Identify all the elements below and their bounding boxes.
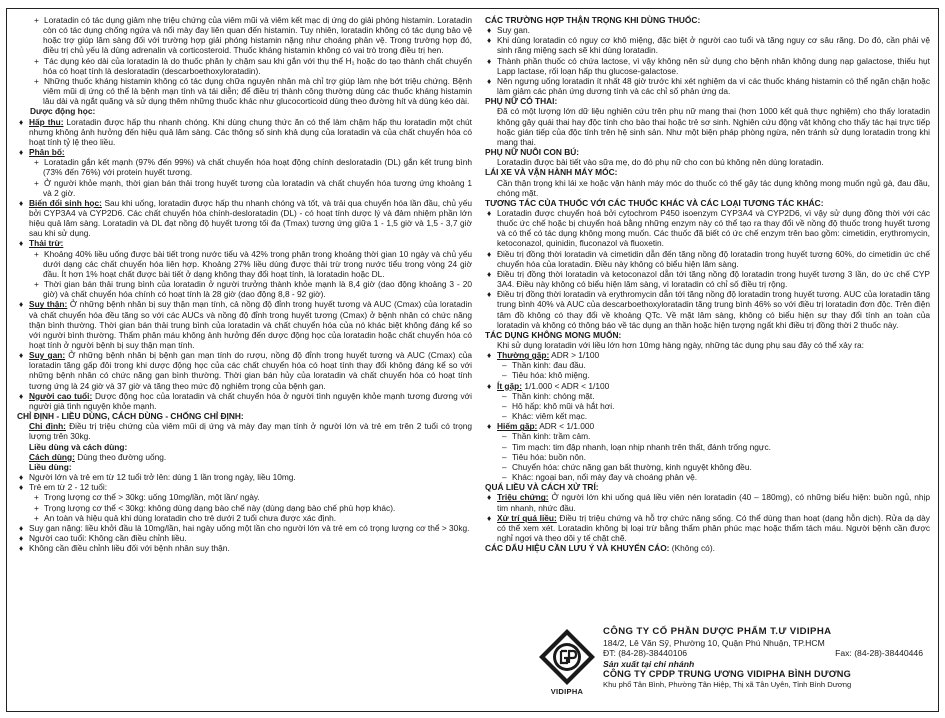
list-item: – Chuyển hóa: chức năng gan bất thường, kinh nguyệt không đều. [502,461,752,472]
list-item: ♦ Người lớn và trẻ em từ 12 tuổi trở lên: dùng 1 lần trong ngày, liều 10mg. [19,472,296,483]
hepatic-paragraph: ♦ Suy gan: Ở những bệnh nhân bị bệnh gan mạn tính do rượu, nồng độ đỉnh trong huyết tương và AUC (Cmax) của loratadin tăng gấp đôi trong khi dược động học của các chất chuyển hóa có hoạt tính thay đổi không đáng kể so với những bệnh nhân có chức năng gan bình thường. Thời gian bán hủy của loratadin và chất chuyển hóa có hoạt tính tương ứng là 24 giờ và 37 giờ và tăng theo mức độ nghiêm trọng của bệnh gan. [19,350,473,391]
overdose-heading: QUÁ LIỀU VÀ CÁCH XỬ TRÍ: [485,482,599,493]
list-item: + An toàn và hiệu quả khi dùng loratadin cho trẻ dưới 2 tuổi chưa được xác định. [34,512,337,523]
list-item: – Khác: ngoại ban, nổi mày đay và choáng phản vệ. [502,472,698,483]
list-item: ♦ Thành phần thuốc có chứa lactose, vì vậy không nên sử dụng cho bệnh nhân không dung nạp galactose, thiếu hụt Lapp lactase, rối loạn hấp thu glucose-galactose. [487,55,930,76]
list-item: + Thời gian bán thải trung bình của loratadin ở người trưởng thành khỏe mạnh là 8,4 giờ (dao động khoảng 3 - 20 giờ) và chất chuyển hóa chính có hoạt tính là 28 giờ (dao động 8,8 - 92 giờ). [34,279,472,300]
company-info [603,627,933,691]
list-item: ♦ Không cần điều chỉnh liều đối với bệnh nhân suy thận. [19,543,230,554]
dosage-heading: Liều dùng và cách dùng: [29,441,128,452]
list-item: + Tác dụng kéo dài của loratadin là do thuốc phân ly chậm sau khi gắn với thụ thể H₁ hoặc do tạo thành chất chuyển hóa có hoạt tính là desloratadin (descarboethoxyloratadin). [34,55,472,76]
list-item: + Trọng lượng cơ thể > 30kg: uống 10mg/lần, một lần/ ngày. [34,492,260,503]
renal-paragraph: ♦ Suy thận: Ở những bệnh nhân bị suy thận mạn tính, cả nồng độ đỉnh trong huyết tương và AUC (Cmax) của loratadin và chất chuyển hóa đều tăng so với các AUCs và nồng độ đỉnh trong huyết tương (Cmax) ở bệnh nhân có chức năng thận bình thường. Thời gian bán thải trung bình của loratadin và chất chuyển hóa của nó khác biệt không đáng kể so với người bình thường. Thẩm phân máu không ảnh hưởng đến dược động học của loratadin hoặc chất chuyển hóa có hoạt tính ở người bệnh bị suy thận mạn tính. [19,299,473,350]
list-item: – Thần kinh: trầm cảm. [502,431,591,442]
right-column [485,15,930,553]
list-item: ♦ Điều trị đồng thời loratadin và ketoconazol dẫn tới tăng nồng độ loratadin trong huyết tương 3 lần, do ức chế CYP 3A4. Điều này không có biểu hiện lâm sàng, vì loratadin có chỉ số điều trị rộng. [487,268,930,290]
warnings-line: CÁC DẤU HIỆU CẦN LƯU Ý VÀ KHUYẾN CÁO: (Không có). [485,543,715,554]
list-item: ♦ Người cao tuổi: Không cần điều chỉnh liều. [19,532,187,543]
pregnancy-paragraph: Đã có một lượng lớn dữ liệu nghiên cứu trên phụ nữ mang thai (hơn 1000 kết quả thực nghiệm) cho thấy loratadin không gây quái thai hay độc tính cho bào thai hoặc trẻ sơ sinh. Nghiên cứu động vật không cho thấy tác hại trực tiếp hoặc gián tiếp của độc tính trên hệ sinh sản. Như một biện pháp phòng ngừa, nên tránh sử dụng loratadin trong khi mang thai. [497,106,930,147]
list-item: + Loratadin gắn kết mạnh (97% đến 99%) và chất chuyển hóa hoạt động chính desloratadin (DL) gắn kết trung bình (73% đến 76%) với protein huyết tương. [34,157,472,178]
company-phone: ĐT: (84-28)-38440106 [603,648,688,659]
list-item: – Thần kinh: chóng mặt. [502,390,595,401]
list-item: ♦ Điều trị đồng thời loratadin và cimetidin dẫn đến tăng nồng độ loratadin trong huyết tương 60%, do cimetidin ức chế chuyển hóa của loratadin. Điều này không có biểu hiện lâm sàng. [487,248,930,269]
list-item: ♦ Suy gan nặng: liều khởi đầu là 10mg/lần, hai ngày uống một lần cho người lớn và trẻ em có trọng lượng cơ thể > 30kg. [19,522,470,533]
list-item: ♦ Trẻ em từ 2 - 12 tuổi: [19,482,108,493]
elderly-paragraph: ♦ Người cao tuổi: Dược động học của loratadin và chất chuyển hóa ở người tình nguyện khỏe mạnh tương đương với người già tình nguyện khỏe mạnh. [19,390,473,411]
indication-paragraph: Chỉ định: Điều trị triệu chứng của viêm mũi dị ứng và mày đay mạn tính ở người lớn và trẻ em trên 2 tuổi có trọng lượng trên 30kg. [29,421,472,442]
driving-paragraph: Cần thận trọng khi lái xe hoặc vận hành máy móc do thuốc có thể gây tác dụng không mong muốn ngủ gà, đau đầu, chóng mặt. [497,177,930,198]
list-item: ♦ Suy gan. [487,25,530,36]
leaflet-sheet [6,8,939,712]
driving-heading: LÁI XE VÀ VẬN HÀNH MÁY MÓC: [485,167,618,178]
branch-address: Khu phố Tân Bình, Phường Tân Hiệp, Thị xã Tân Uyên, Tỉnh Bình Dương [603,679,852,689]
list-item: + Những thuốc kháng histamin không có tác dụng chữa nguyên nhân mà chỉ trợ giúp làm nhẹ bớt triệu chứng. Bệnh viêm mũi dị ứng có thể là bệnh mạn tính và tái diễn; để điều trị thành công thường dùng các thuốc kháng histamin lâu dài và ngắt quãng và sử dụng thêm những thuốc khác như glucocorticoid dùng theo đường hít và dùng kéo dài. [34,75,472,107]
metabolism-paragraph: ♦ Biến đổi sinh học: Sau khi uống, loratadin được hấp thu nhanh chóng và tốt, và trải qua chuyển hóa lần đầu, chủ yếu bởi CYP3A4 và CYP2D6. Các chất chuyển hóa chính-desloratadin (DL) - có hoạt tính dược lý và đảm nhiệm phần lớn hiệu quả lâm sàng. Loratadin và DL đạt nồng độ huyết tương tối đa (Tmax) tương ứng giữa 1 - 1,5 giờ và 1,5 - 3,7 giờ sau khi sử dụng. [19,197,472,239]
manufacturer-block [537,627,937,707]
company-address: 184/2, Lê Văn Sỹ, Phường 10, Quận Phú Nhuận, TP.HCM [603,637,825,648]
logo-wordmark: VIDIPHA [550,687,584,696]
vidipha-logo-icon [537,627,597,687]
list-item: – Khác: viêm kết mạc. [502,411,588,422]
list-item: – Tiêu hóa: khô miệng. [502,370,590,381]
adverse-effects-heading: TÁC DỤNG KHÔNG MONG MUỐN: [485,329,622,340]
company-name: CÔNG TY CỔ PHẦN DƯỢC PHẨM T.Ư VIDIPHA [603,626,832,637]
branch-name: CÔNG TY CPDP TRUNG ƯƠNG VIDIPHA BÌNH DƯƠNG [603,669,851,680]
distribution-heading: ♦ Phân bố: [19,147,65,158]
route-paragraph: Cách dùng: Dùng theo đường uống. [29,451,167,462]
dose-label: Liều dùng: [29,461,72,472]
company-fax: Fax: (84-28)-38440446 [835,648,923,659]
elimination-heading: ♦ Thải trừ: [19,238,64,249]
made-at-label: Sản xuất tại chi nhánh [603,658,695,669]
list-item: ♦ Loratadin được chuyển hoá bởi cytochrom P450 isoenzym CYP3A4 và CYP2D6, vì vậy sử dụng đồng thời với các thuốc ức chế hoặc bị chuyển hoá bằng những enzym này có thể tạo ra thay đổi về nồng độ thuốc trong huyết tương và có thể có tác dụng không mong muốn. Các thuốc đã biết có ức chế enzym trên bao gồm: cimetidin, erythromycin, ketoconazol, quinidin, fluconazol và fluoxetin. [487,207,930,249]
list-item: ♦ Điều trị đồng thời loratadin và erythromycin dẫn tới tăng nồng độ loratadin trong huyết tương. AUC của loratadin tăng trung bình 40% và AUC của descarboethoxyloratadin tăng trung bình 46% so với điều trị loratadin đơn độc. Trên điện tâm đồ không có thay đổi về khoảng QTc. Về mặt lâm sàng, không có biểu hiện sự thay đổi tính an toàn của loratadin và không có thông báo về tác dụng an thần hoặc hiện tượng ngất khi điều trị đồng thời 2 thuốc này. [487,289,930,330]
list-item: + Ở người khỏe mạnh, thời gian bán thải trong huyết tương của loratadin và chất chuyển hóa tương ứng khoảng 1 và 2 giờ. [34,177,472,198]
absorption-paragraph: ♦ Hấp thu: Loratadin được hấp thu nhanh chóng. Khi dùng chung thức ăn có thể làm chậm hấp thu loratadin một chút nhưng không ảnh hưởng đến hiệu quả lâm sàng. Các thông số sinh khả dụng của loratadin và của chất chuyển hóa có hoạt tính tỷ lệ theo liều. [19,116,472,147]
list-item: ♦ Khi dùng loratadin có nguy cơ khô miệng, đặc biệt ở người cao tuổi và tăng nguy cơ sâu răng. Do đó, cần phải vệ sinh răng miệng sạch sẽ khi dùng loratadin. [487,35,930,56]
lactation-paragraph: Loratadin được bài tiết vào sữa mẹ, do đó phụ nữ cho con bú không nên dùng loratadin. [497,157,824,168]
left-column [17,15,472,553]
lactation-heading: PHỤ NỮ NUÔI CON BÚ: [485,147,580,158]
list-item: ♦ Nên ngưng uống loratadin ít nhất 48 giờ trước khi xét nghiệm da vì các thuốc kháng histamin có thể ngăn chặn hoặc làm giảm các phản ứng dương tính và các chỉ số phản ứng da. [487,75,930,97]
overdose-treatment: ♦ Xử trí quá liều: Điều trị triệu chứng và hỗ trợ chức năng sống. Có thể dùng than hoạt (dạng hỗn dịch). Rửa dạ dày có thể xem xét. Loratadin không bị loại trừ bằng thẩm phân phúc mạc hoặc thẩm tách máu. Người bệnh cần được nghỉ ngơi và theo dõi y tế chặt chẽ. [487,512,930,543]
list-item: + Loratadin có tác dụng giảm nhẹ triệu chứng của viêm mũi và viêm kết mạc dị ứng do giải phóng histamin. Loratadin còn có tác dụng chống ngứa và nổi mày đay liên quan đến histamin. Tuy nhiên, loratadin không có tác dụng bảo vệ hoặc trợ giúp lâm sàng đối với trường hợp giải phóng histamin nặng như choáng phản vệ. Trong trường hợp đó, điều trị chủ yếu là dùng adrenalin và corticosteroid. Thuốc kháng histamin không có vai trò trong điều trị hen. [34,15,472,56]
list-item: + Trọng lượng cơ thể < 30kg: không dùng dạng bào chế này (dùng dạng bào chế phù hợp khác). [34,502,396,513]
vidipha-logo [537,627,597,701]
pharmacokinetics-heading: Dược động học: [30,106,96,117]
list-item: – Tiêu hóa: buồn nôn. [502,451,586,462]
interactions-heading: TƯƠNG TÁC CỦA THUỐC VỚI CÁC THUỐC KHÁC VÀ CÁC LOẠI TƯƠNG TÁC KHÁC: [485,197,824,208]
frequency-rare: ♦ Hiếm gặp: ADR < 1/1.000 [487,421,595,432]
adverse-intro: Khi sử dụng loratadin với liều lớn hơn 10mg hàng ngày, những tác dụng phụ sau đây có thể xảy ra: [497,340,864,350]
company-contacts [603,648,933,659]
frequency-uncommon: ♦ Ít gặp: 1/1.000 < ADR < 1/100 [487,380,610,391]
list-item: + Khoảng 40% liều uống được bài tiết trong nước tiểu và 42% trong phân trong khoảng thời gian 10 ngày và chủ yếu dưới dạng các chất chuyển hóa liên hợp. Khoảng 27% liều dùng được thải trừ trong nước tiểu trong vòng 24 giờ đầu. Ít hơn 1% hoạt chất được bài tiết ở dạng không thay đổi hoạt tính, là loratadin hoặc DL. [34,248,472,279]
frequency-common: ♦ Thường gặp: ADR > 1/100 [487,350,600,361]
pregnancy-heading: PHỤ NỮ CÓ THAI: [485,96,558,107]
indications-heading: CHỈ ĐỊNH - LIỀU DÙNG, CÁCH DÙNG - CHỐNG CHỈ ĐỊNH: [17,411,244,422]
overdose-symptoms: ♦ Triệu chứng: Ở người lớn khi uống quá liều viên nén loratadin (40 – 180mg), có những biểu hiện: buồn ngủ, nhịp tim nhanh, nhức đầu. [487,492,930,513]
cautions-heading: CÁC TRƯỜNG HỢP THẬN TRỌNG KHI DÙNG THUỐC: [485,15,701,25]
list-item: – Tim mạch: tim đập nhanh, loạn nhịp nhanh trên thất, đánh trống ngực. [502,441,771,452]
list-item: – Thần kinh: đau đầu. [502,360,586,371]
list-item: – Hô hấp: khô mũi và hắt hơi. [502,400,615,411]
